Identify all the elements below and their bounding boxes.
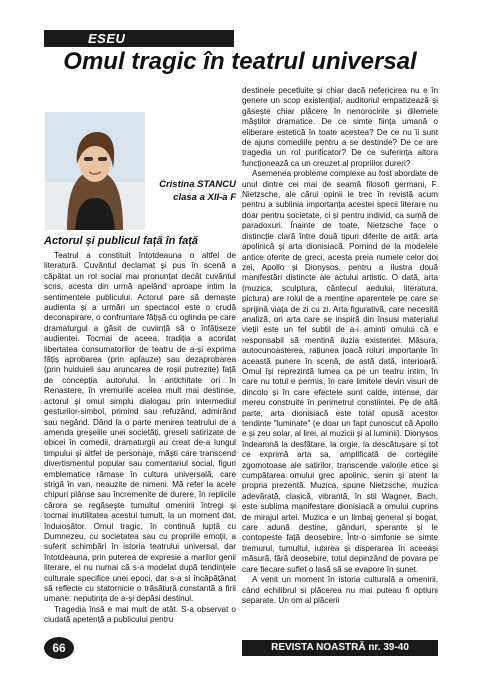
author-portrait-image	[45, 112, 145, 230]
section-label: ESEU	[88, 31, 126, 46]
article-title: Omul tragic în teatrul universal	[63, 48, 417, 75]
right-column	[242, 86, 438, 634]
journal-footer: REVISTA NOASTRĂ nr. 39-40	[242, 640, 438, 656]
page-number-badge: 66	[44, 637, 74, 659]
left-paragraph: Teatrul a constituit întotdeauna o altfel de literatură. Cuvântul declamat și pus în scenă a căpătat un rol social mai pronunțat decât cuvântul scris, acesta din urmă apelând aproape intim la sentimentele publicului. Actorul pare să demaște audienta și a urmări un spectacol este o crudă deconspirare, o confruntare fățișă cu oglinda pe care dramaturgul a găsit de cuviință să o înfățiseze audientei. Tocmai de aceea, tradiția a acordat libertatea consumatorilor de teatru de a-și exprima fățiș aprobarea (prin aplauze) sau dezaprobarea (prin huiduieli sau aruncarea de roșii putrezite) față de concepția autorului. În antichitate ori în Renastere, în vremurile acelea mult mai destinse, actorul și omul simplu dialogau prin intermediul gesturilor-simbol, primind sau refuzând, admirând sau negând. Dând la o parte menirea teatrului de a amenda greșelile unei societăți, greseli satirizate de obicei în comedii, dramaturgii au creat de-a lungul timpului și altfel de personaje, măști care transcend divertismentul popular sau comentariul social, figuri emblematice rămase în cultura universală, care strigă în van, neauzite de nimeni. Mă refer la acele chipuri plânse sau încremenite de durere, în replicile cărora se regăsește tumultul omenirii întregi și tocmai inutilitatea acestui tumult, la un moment dat, înduioșător. Omul tragic, în continuă luptă cu Dumnezeu, cu societatea sau cu propriile emoții, a suferit schimbări în istoria teatrului universal, dar întotdeauna, prin puterea de expresie a marilor genii literare, el nu numai că s-a modelat după tendințele culturale specifice unei epoci, dar s-a si încăpățânat să reflecte cu statornicie o trăsătură constantă a firii umane: neputința de a-și depăsi destinul.	[44, 251, 236, 604]
author-photo	[45, 112, 145, 230]
right-paragraph: destinele pecetluite și chiar dacă nefericirea nu e în genere un scop existențial, auditoriul empatizează și găsește chiar plăcere în nenorocirile și dilemele măștilor dramatice. De ce simte ființa umană o eliberare estetică în toate acestea? De ce nu îi sunt de ajuns comediile pentru a se destinde? De ce are tragedia un rol purificator? De ce suferința altora funcționează ca un creuzet al propriilor dureri?	[242, 86, 438, 168]
left-column	[44, 234, 236, 633]
author-name: Cristina STANCU	[159, 179, 236, 190]
right-paragraph: A venit un moment în istoria culturală a omenirii, când echilibrul si plăcerea nu mai puteau fi optiuni separate. Un om al plăcerii	[242, 575, 438, 605]
left-paragraph: Tragedia însă e mai mult de atât. S-a observat o ciudată apetență a publicului pentru	[44, 604, 236, 625]
left-subheading: Actorul și publicul față în față	[44, 235, 199, 247]
section-header-bar	[44, 30, 234, 47]
right-paragraph: Asemenea probleme complexe au fost abordate de unul dintre cei mai de seamă filosofi germani, F. Nietzsche, ale cărui opinii le trec în revistă acum pentru a sublinia importanța acestei specii literare nu doar pentru societate, ci și pentru individ, ca sumă de paradoxuri. Înainte de toate, Nietzsche face o distincție clară între două tipuri diferite de artă: arta apolinică și arta dionisiacă. Pornind de la modelele antice oferite de greci, acesta preia numele celor doi zei, Apollo și Dionysos, pentru a ilustra două manifestări distincte ale actului artistic. O dată, arta (muzica, sculptura, cântecul aedului, literatura, pictura) are rolul de a menține aparentele pe care se sprijină viața de zi cu zi. Arta figurativă, care necesită analiză, ori arta care se inspiră din însusi materialul vieții este un fel subtil de a-i aminti omului că e responsabil să mentină iluzia existentei. Măsura, autocunoasterea, rațiunea joacă roluri importante în această punere în scenă, de astă dată, interioară. Omul își reprezintă lumea ca pe un teatru intim, în care nu totul e permis, în care limitele devin visuri de dincolo și în care efectele sunt calde, intense, dar mereu construite în perimetrul constiintei. Pe de altă parte, arta dionisiacă este total opusă acestor tendinte "luminate" (e doar un fapt cunoscut că Apollo e și zeu solar, al lirei, al muzicii și al luminii). Dionysos îndeamnă la desfătare, la orgie, la descătușare și tot ce exprimă arta sa, amplificată de cortegiile zgomotoase ale satirilor, transcende valorile etice și cumpătarea omului grec apolinic, senin și atent la propria prezentă. Muzica, spune Nietzsche, muzica adevărată, clasică, vibrantă, în stil Wagner, Bach, este sublima manifestare dionisiacă a omului cuprins de mirajul artei. Muzica e un limbaj general și bogat, care adună destine, gânduri, sperante și le contopeste față deosebire. Într-o simfonie se simte tremurul, tumultul, iubirea și disperarea în aceeași măsură, fără deosebire, totul depinzând de povara pe care fiecare suflet o lasă să se evapore în sunet.	[242, 169, 438, 574]
right-text-block	[242, 86, 438, 634]
author-class: clasa a XII-a F	[173, 192, 236, 203]
author-credit	[150, 178, 236, 204]
left-text-block	[44, 251, 236, 633]
